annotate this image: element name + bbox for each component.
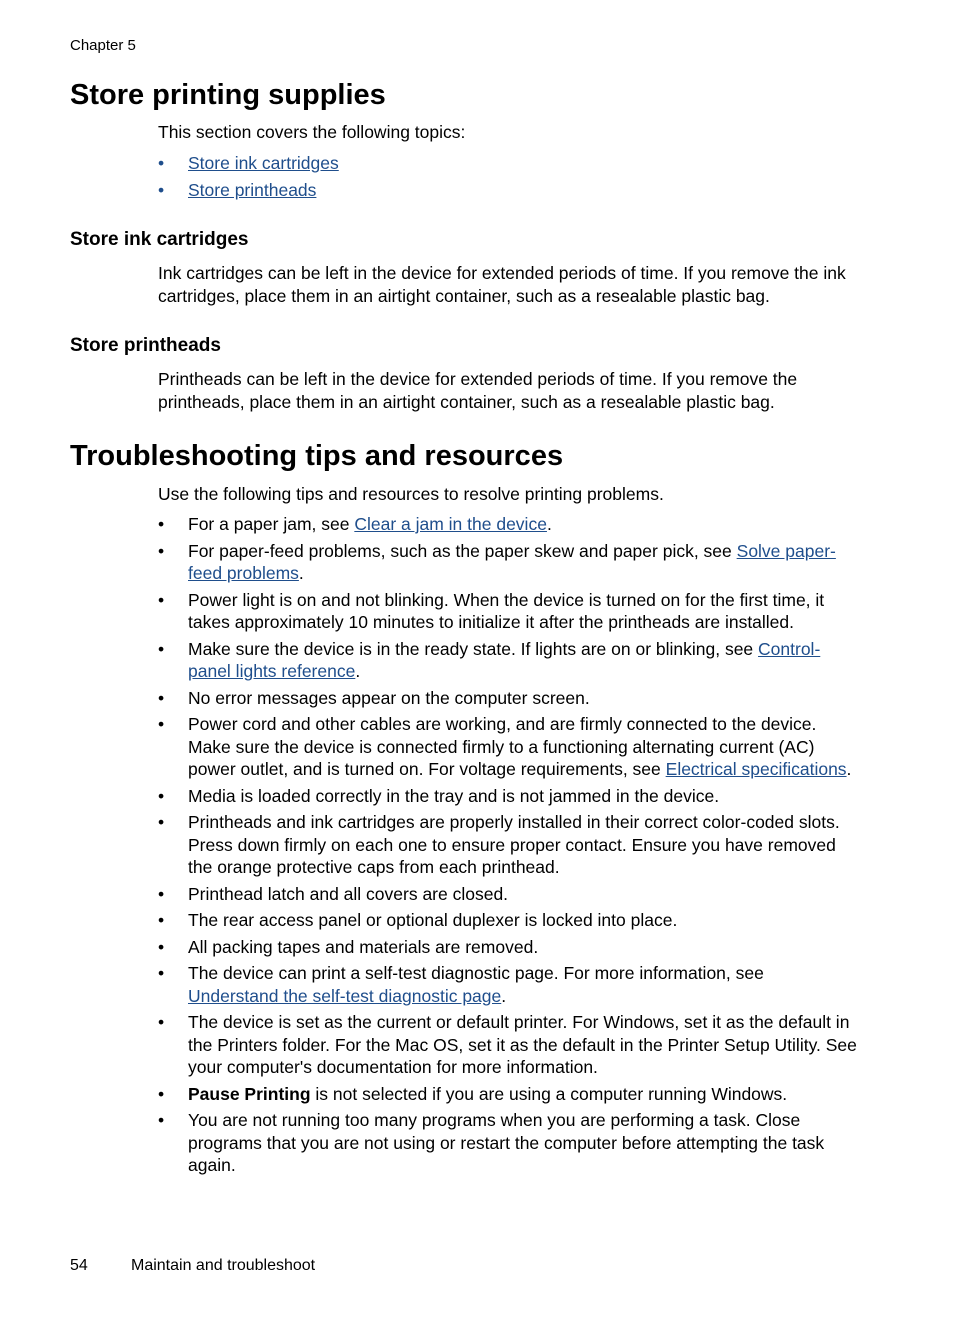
section-title-troubleshooting: Troubleshooting tips and resources — [70, 440, 564, 472]
section-title-store-supplies: Store printing supplies — [70, 79, 386, 111]
list-item: • You are not running too many programs when you are performing a task. Close programs that you are not using or restart the computer before attempting the task again. — [158, 1109, 858, 1177]
printheads-body: Printheads can be left in the device for extended periods of time. If you remove the printheads, place them in an airtight container, such as a resealable plastic bag. — [158, 369, 798, 412]
link-solve-paper-feed[interactable]: Solve paper-feed problems — [188, 540, 836, 583]
list-item — [158, 152, 858, 175]
list-item: • Make sure the device is in the ready state. If lights are on or blinking, see Control-panel lights reference. — [158, 638, 858, 683]
subsection-title-printheads: Store printheads — [70, 335, 221, 356]
link-store-printheads[interactable]: Store printheads — [188, 179, 317, 200]
ink-body: Ink cartridges can be left in the device for extended periods of time. If you remove the ink cartridges, place them in an airtight container, such as a resealable plastic bag. — [158, 263, 846, 306]
list-item: • Power light is on and not blinking. When the device is turned on for the first time, it takes approximately 10 minutes to initialize it after the printheads are installed. — [158, 589, 858, 634]
list-item: • The device can print a self-test diagnostic page. For more information, see Understand the self-test diagnostic page. — [158, 962, 858, 1007]
page-number: 54 — [70, 1257, 88, 1274]
subsection-title-ink: Store ink cartridges — [70, 229, 249, 250]
list-item: • Printheads and ink cartridges are properly installed in their correct color-coded slots. Press down firmly on each one to ensure proper contact. Ensure you have removed the orange protective caps from each printhead. — [158, 811, 858, 879]
section-intro: This section covers the following topics: — [158, 122, 466, 142]
chapter-label: Chapter 5 — [70, 37, 136, 54]
list-item: • Media is loaded correctly in the tray and is not jammed in the device. — [158, 785, 858, 808]
link-control-panel-lights[interactable]: Control-panel lights reference — [188, 638, 821, 681]
topics-list — [158, 152, 858, 205]
link-electrical-specifications[interactable]: Electrical specifications — [665, 759, 847, 779]
list-item: • Power cord and other cables are working, and are firmly connected to the device. Make sure the device is connected firmly to a functioning alternating current (AC) power outlet, and is turned on. For voltage requirements, see Electrical specifications. — [158, 713, 858, 781]
link-store-ink-cartridges[interactable]: Store ink cartridges — [188, 153, 339, 173]
list-item: • No error messages appear on the computer screen. — [158, 687, 858, 710]
list-item — [158, 179, 858, 202]
list-item: • Pause Printing is not selected if you are using a computer running Windows. — [158, 1083, 858, 1106]
tips-list — [158, 513, 858, 1181]
list-item: • The device is set as the current or default printer. For Windows, set it as the default in the Printers folder. For the Mac OS, set it as the default in the Printer Setup Utility. See your computer's documentation for more information. — [158, 1011, 858, 1079]
link-self-test-page[interactable]: Understand the self-test diagnostic page — [188, 985, 502, 1006]
footer-title: Maintain and troubleshoot — [131, 1257, 316, 1274]
list-item: • All packing tapes and materials are removed. — [158, 936, 858, 959]
list-item: • For paper-feed problems, such as the paper skew and paper pick, see Solve paper-feed problems. — [158, 540, 858, 585]
list-item: • Printhead latch and all covers are closed. — [158, 883, 858, 906]
list-item: • The rear access panel or optional duplexer is locked into place. — [158, 909, 858, 932]
troubleshooting-intro: Use the following tips and resources to resolve printing problems. — [158, 484, 664, 504]
list-item: • For a paper jam, see Clear a jam in the device. — [158, 513, 858, 536]
link-clear-jam[interactable]: Clear a jam in the device — [354, 514, 547, 534]
